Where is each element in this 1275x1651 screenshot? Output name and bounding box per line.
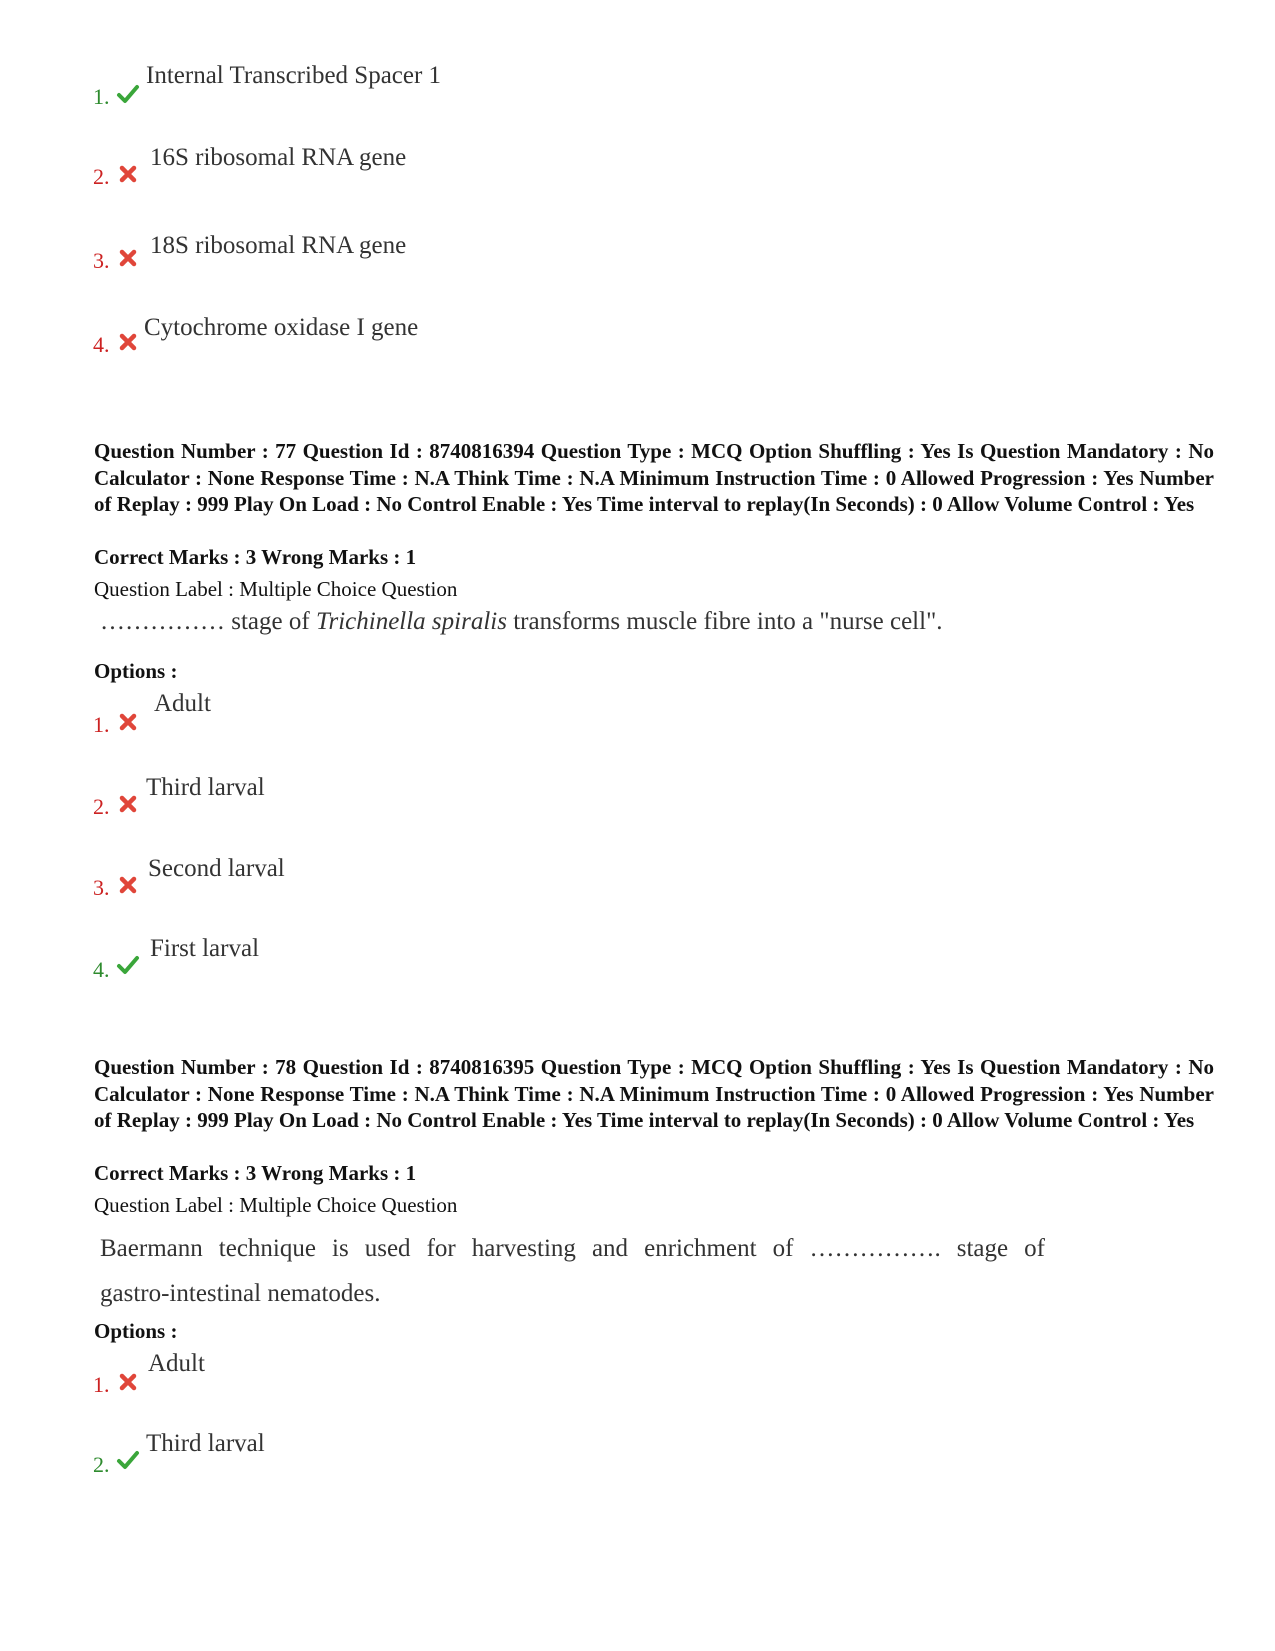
option-number: 4. <box>93 957 110 982</box>
cross-icon <box>116 162 140 186</box>
option-number: 2. <box>93 164 110 189</box>
option-text: Adult <box>154 690 211 717</box>
question-label: Question Label : Multiple Choice Question <box>94 1193 458 1217</box>
question-text <box>100 608 943 636</box>
option-number: 1. <box>93 84 110 109</box>
cross-icon <box>116 873 140 897</box>
check-icon <box>116 82 140 106</box>
option-number: 3. <box>93 875 110 900</box>
cross-icon <box>116 246 140 270</box>
option-row <box>0 142 1275 202</box>
option-number: 3. <box>93 248 110 273</box>
option-row <box>0 232 1275 292</box>
option-row <box>0 314 1275 374</box>
question-label: Question Label : Multiple Choice Question <box>94 577 458 601</box>
marks-info: Correct Marks : 3 Wrong Marks : 1 <box>94 1161 417 1185</box>
options-heading: Options : <box>94 1319 178 1343</box>
question-meta: Question Number : 77 Question Id : 8740816394 Question Type : MCQ Option Shuffling : Yes Is Question Mandatory : No Calculator : None Response Time : N.A Think Time : N.A Minimum Instruction Time : 0 Allowed Progression : Yes Number of Replay : 999 Play On Load : No Control Enable : Yes Time interval to replay(In Seconds) : 0 Allow Volume Control : Yes <box>94 439 1214 516</box>
option-number: 1. <box>93 1372 110 1397</box>
option-number: 2. <box>93 1452 110 1477</box>
question-meta: Question Number : 78 Question Id : 8740816395 Question Type : MCQ Option Shuffling : Yes Is Question Mandatory : No Calculator : None Response Time : N.A Think Time : N.A Minimum Instruction Time : 0 Allowed Progression : Yes Number of Replay : 999 Play On Load : No Control Enable : Yes Time interval to replay(In Seconds) : 0 Allow Volume Control : Yes <box>94 1055 1214 1132</box>
question-text-line-1: Baermann technique is used for harvesting and enrichment of ……………. stage of <box>100 1235 1045 1262</box>
option-text: Adult <box>148 1350 205 1377</box>
check-icon <box>116 953 140 977</box>
question-text-pre: …………… stage of <box>100 608 316 635</box>
option-row <box>0 772 1275 832</box>
option-text: Second larval <box>148 855 285 882</box>
option-text: First larval <box>150 935 260 962</box>
option-number: 2. <box>93 794 110 819</box>
option-row <box>0 60 1275 120</box>
option-text: Cytochrome oxidase I gene <box>144 314 419 341</box>
option-row <box>0 1350 1275 1410</box>
cross-icon <box>116 792 140 816</box>
options-heading: Options : <box>94 659 178 683</box>
option-row <box>0 690 1275 750</box>
cross-icon <box>116 710 140 734</box>
option-text: Third larval <box>146 1430 265 1457</box>
cross-icon <box>116 1370 140 1394</box>
option-row <box>0 1430 1275 1490</box>
check-icon <box>116 1448 140 1472</box>
option-row <box>0 935 1275 995</box>
question-text-species: Trichinella spiralis <box>315 608 507 635</box>
question-text-line-2: gastro-intestinal nematodes. <box>100 1280 381 1307</box>
marks-info: Correct Marks : 3 Wrong Marks : 1 <box>94 545 417 569</box>
option-row <box>0 853 1275 913</box>
option-text: 16S ribosomal RNA gene <box>150 144 407 171</box>
option-text: 18S ribosomal RNA gene <box>150 232 407 259</box>
option-text: Internal Transcribed Spacer 1 <box>146 62 442 89</box>
question-text <box>100 1226 1045 1316</box>
option-number: 4. <box>93 332 110 357</box>
cross-icon <box>116 330 140 354</box>
question-text-post: transforms muscle fibre into a "nurse cell". <box>506 608 943 635</box>
option-text: Third larval <box>146 774 265 801</box>
option-number: 1. <box>93 712 110 737</box>
